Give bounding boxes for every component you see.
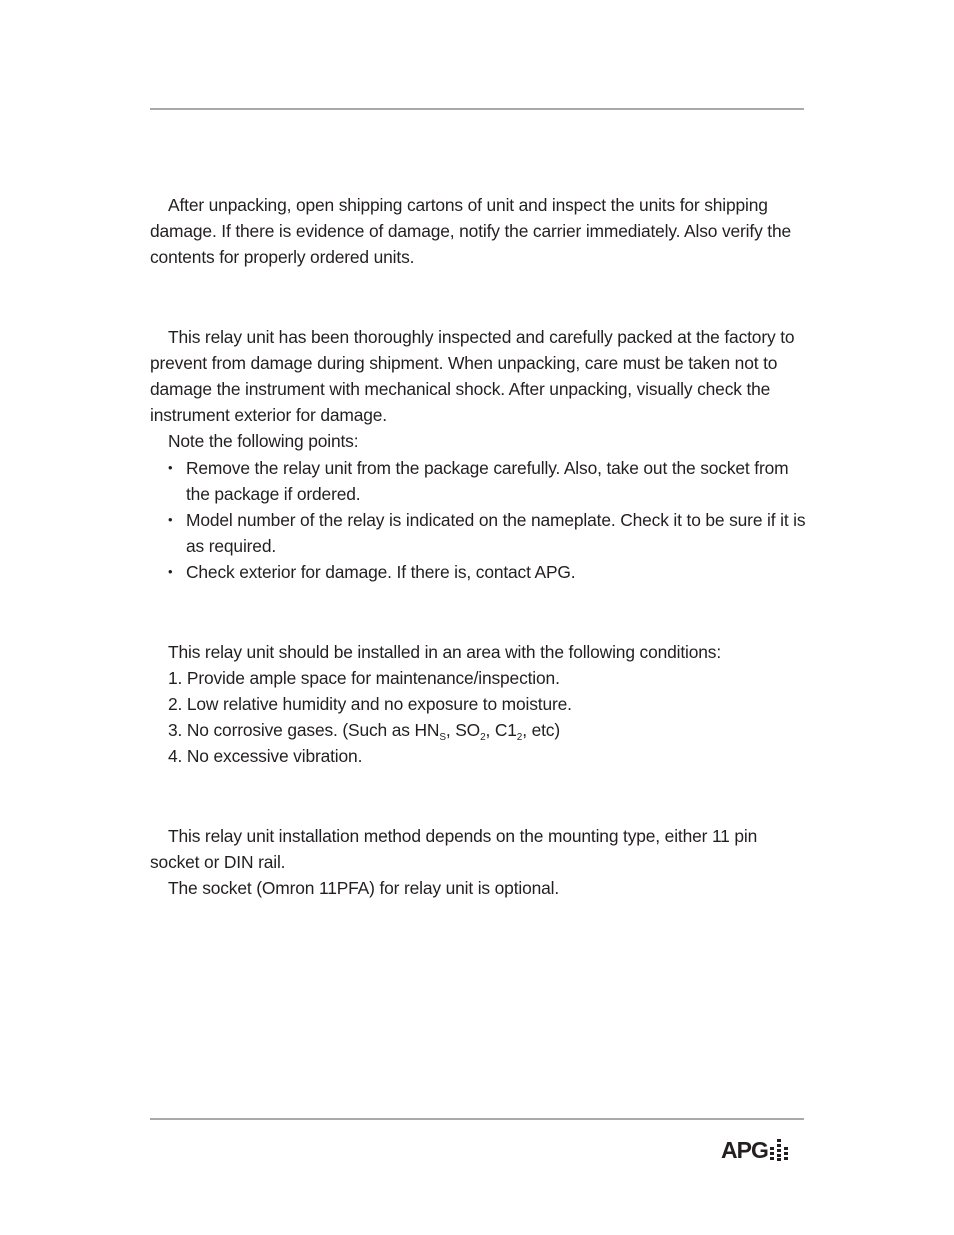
logo-text: APG [721,1137,768,1163]
location-item-1: 1. Provide ample space for maintenance/inspection. [168,667,560,688]
location-intro: This relay unit should be installed in an area with the following conditions: [168,641,722,662]
unpacking-paragraph: After unpacking, open shipping cartons of unit and inspect the units for shipping damage. If there is evidence of damage, notify the carrier immediately. Also verify the contents for properly ordered units. [150,195,792,268]
location-item-2: 2. Low relative humidity and no exposure to moisture. [168,694,572,715]
mounting-paragraph: This relay unit installation method depends on the mounting type, either 11 pin socket or DIN rail. [150,825,758,872]
list-item: • Model number of the relay is indicated on the nameplate. Check it to be sure if it is as required. [186,507,806,559]
header-rule [150,108,804,110]
apg-logo [721,1138,805,1162]
footer-rule [150,1118,804,1120]
location-item-3: 3. No corrosive gases. (Such as $HN_S$, $SO_2$, $C1_2$, etc) [168,720,560,744]
location-item-4: 4. No excessive vibration. [168,746,363,767]
logo-mark-icon [770,1139,788,1161]
inspection-paragraph: This relay unit has been thoroughly inspected and carefully packed at the factory to prevent from damage during shipment. When unpacking, care must be taken not to damage the instrument with mechanical shock. After unpacking, visually check the instrument exterior for damage. [150,326,795,426]
list-item: • Check exterior for damage. If there is, contact APG. [186,559,806,585]
inspection-bullet-list [150,455,806,586]
page-body [150,192,806,901]
inspection-note: Note the following points: [168,431,359,452]
list-item: • Remove the relay unit from the package carefully. Also, take out the socket from the package if ordered. [186,455,806,507]
mounting-note: The socket (Omron 11PFA) for relay unit is optional. [168,878,560,899]
